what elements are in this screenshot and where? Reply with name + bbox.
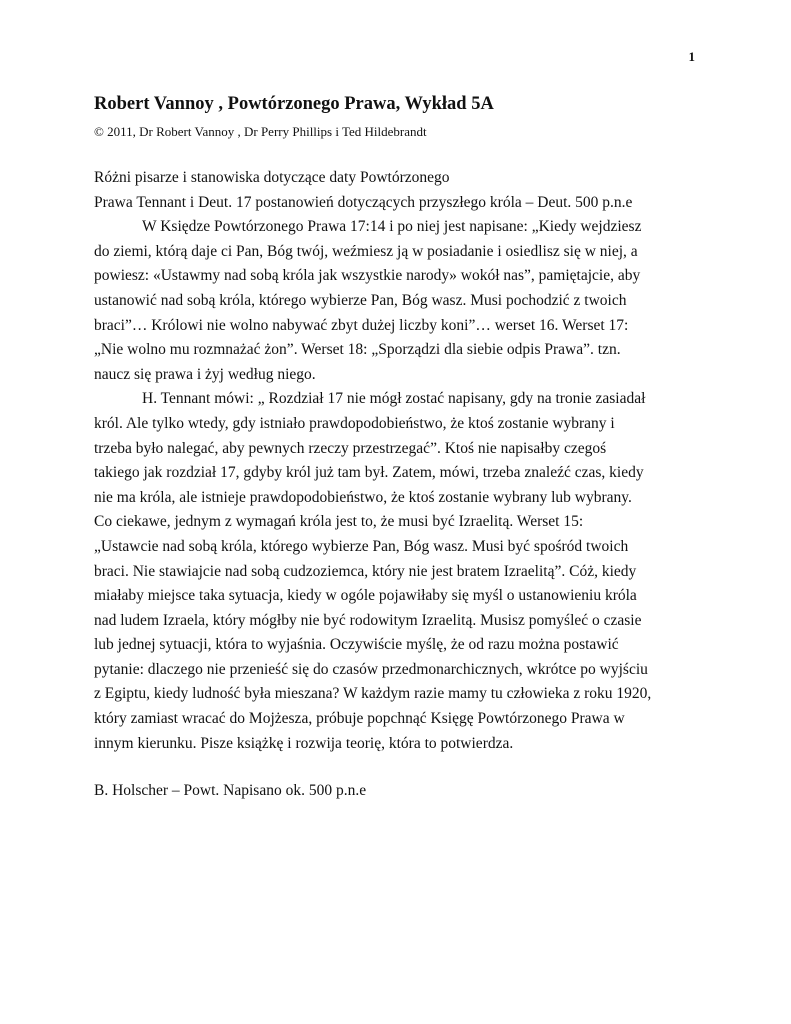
copyright-line: © 2011, Dr Robert Vannoy , Dr Perry Phillips i Ted Hildebrandt [94, 124, 427, 139]
page-number: 1 [688, 49, 695, 64]
paragraph-line: z Egiptu, kiedy ludność była mieszana? W każdym razie mamy tu człowieka z roku 1920, [94, 685, 652, 703]
section-heading: B. Holscher – Powt. Napisano ok. 500 p.n.e [94, 782, 367, 800]
section-spacer [94, 756, 700, 779]
paragraph-line: powiesz: «Ustawmy nad sobą króla jak wszystkie narody» wokół nas”, pamiętajcie, aby [94, 267, 641, 285]
paragraph-line: W Księdze Powtórzonego Prawa 17:14 i po niej jest napisane: „Kiedy wejdziesz [142, 218, 642, 236]
paragraph-2 [94, 387, 700, 756]
paragraph-line: który zamiast wracać do Mojżesza, próbuje popchnąć Księgę Powtórzonego Prawa w [94, 710, 625, 728]
subtitle-block [94, 166, 700, 215]
document-title: Robert Vannoy , Powtórzonego Prawa, Wykład 5A [94, 94, 494, 114]
paragraph-line: „Ustawcie nad sobą króla, którego wybierze Pan, Bóg wasz. Musi być spośród twoich [94, 537, 629, 555]
subtitle-line: Różni pisarze i stanowiska dotyczące daty Powtórzonego [94, 169, 450, 186]
paragraph-1 [94, 215, 700, 387]
paragraph-line: król. Ale tylko wtedy, gdy istniało prawdopodobieństwo, że ktoś zostanie wybrany i [94, 414, 615, 432]
paragraph-line: braci”… Królowi nie wolno nabywać zbyt dużej liczby koni”… werset 16. Werset 17: [94, 316, 629, 334]
paragraph-line: nad ludem Izraela, który mógłby nie być rodowitym Izraelitą. Musisz pomyśleć o czasie [94, 611, 642, 629]
subtitle-line: Prawa Tennant i Deut. 17 postanowień dotyczących przyszłego króla – Deut. 500 p.n.e [94, 193, 633, 211]
paragraph-line: braci. Nie stawiajcie nad sobą cudzoziemca, który nie jest bratem Izraelitą”. Cóż, kiedy [94, 562, 637, 580]
paragraph-line: takiego jak rozdział 17, gdyby król już tam był. Zatem, mówi, trzeba znaleźć czas, kiedy [94, 464, 644, 482]
paragraph-line: do ziemi, którą daje ci Pan, Bóg twój, weźmiesz ją w posiadanie i osiedlisz się w niej, a [94, 242, 638, 260]
paragraph-line: lub jednej sytuacji, która to wyjaśnia. Oczywiście myślę, że od razu można postawić [94, 636, 619, 654]
paragraph-line: trzeba było nalegać, aby pewnych rzeczy przestrzegać”. Ktoś nie napisałby czegoś [94, 439, 607, 457]
paragraph-line: pytanie: dlaczego nie przenieść się do czasów przedmonarchicznych, wkrótce po wyjściu [94, 660, 648, 678]
paragraph-line: Co ciekawe, jednym z wymagań króla jest to, że musi być Izraelitą. Werset 15: [94, 513, 584, 531]
paragraph-line: nie ma króla, ale istnieje prawdopodobieństwo, że ktoś zostanie wybrany lub wybrany. [94, 488, 632, 506]
paragraph-line: miałaby miejsce taka sytuacja, kiedy w ogóle pojawiłaby się myśl o ustanowieniu króla [94, 587, 637, 605]
paragraph-line: innym kierunku. Pisze książkę i rozwija teorię, która to potwierdza. [94, 734, 514, 752]
paragraph-line: H. Tennant mówi: „ Rozdział 17 nie mógł zostać napisany, gdy na tronie zasiadał [142, 390, 646, 408]
document-body [94, 90, 700, 804]
paragraph-line: ustanowić nad sobą króla, którego wybierze Pan, Bóg wasz. Musi pochodzić z twoich [94, 291, 627, 309]
paragraph-line: „Nie wolno mu rozmnażać żon”. Werset 18: „Sporządzi dla siebie odpis Prawa”. tzn. [94, 341, 621, 359]
paragraph-line: naucz się prawa i żyj według niego. [94, 365, 316, 383]
